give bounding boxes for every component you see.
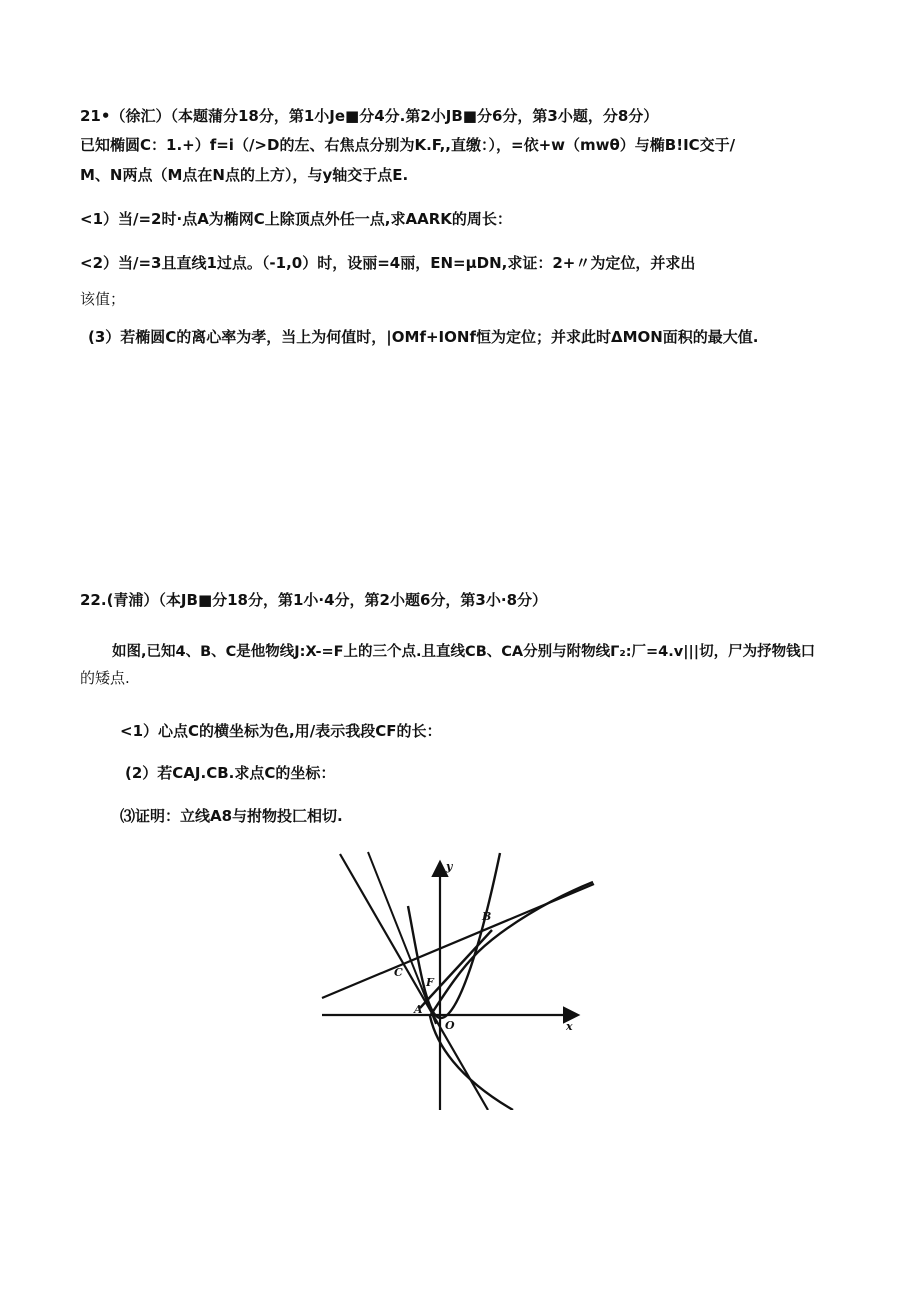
tangent-line-c2 [368,852,436,1024]
q22-header: 22.(青浦）（本JB■分18分，第1小·4分，第2小题6分，第3小·8分） [80,591,548,609]
q22-part3: ⑶证明：立线A8与拊物投匚相切. [120,807,343,825]
q22-intro-line2: 的矮点. [80,669,130,687]
q22-part1: <1）心点C的横坐标为色,用/表示我段CF的长： [120,722,442,740]
label-a: A [414,1003,423,1016]
q21-part1: <1）当/=2时·点A为椭网C上除顶点外任一点,求AARK的周长： [80,210,512,228]
q21-intro-line1: 已知椭圆C：1.+）f=i（/>D的左、右焦点分别为K.F,,直缴：），=依+w（mwθ）与椭B!IC交于/ [80,136,736,154]
label-b: B [482,910,492,923]
label-y: y [446,860,453,873]
label-x: x [566,1020,573,1033]
tangent-line-cb [322,884,594,998]
q21-part3: (3）若椭圆C的离心率为孝，当上为何值时，|OMf+IONf恒为定位；并求此时ΔMON面积的最大值. [88,328,759,346]
q22-intro-line1: 如图,已知4、B、C是他物线J:X-=F上的三个点.且直线CB、CA分别与附物线Γ₂:厂=4.v|||切，尸为抒物钱口 [112,644,816,660]
q22-part2: (2）若CAJ.CB.求点C的坐标： [125,764,336,782]
q21-part2-line2: 该值； [80,290,126,308]
parabola-gamma2 [430,882,593,1110]
label-c: C [394,966,403,979]
q21-header: 21•（徐汇）（本题蒲分18分，第1小Je■分4分.第2小JB■分6分，第3小题，分8分） [80,107,659,125]
q21-intro-line2: M、N两点（M点在N点的上方），与y轴交于点E. [80,166,409,184]
label-origin: O [445,1019,455,1032]
label-f: F [426,976,434,989]
parabola-figure [318,848,602,1110]
q21-part2-line1: <2）当/=3且直线1过点。（-1,0）时，设丽=4丽，EN=μDN,求证：2+〃为定位，并求出 [80,254,696,272]
